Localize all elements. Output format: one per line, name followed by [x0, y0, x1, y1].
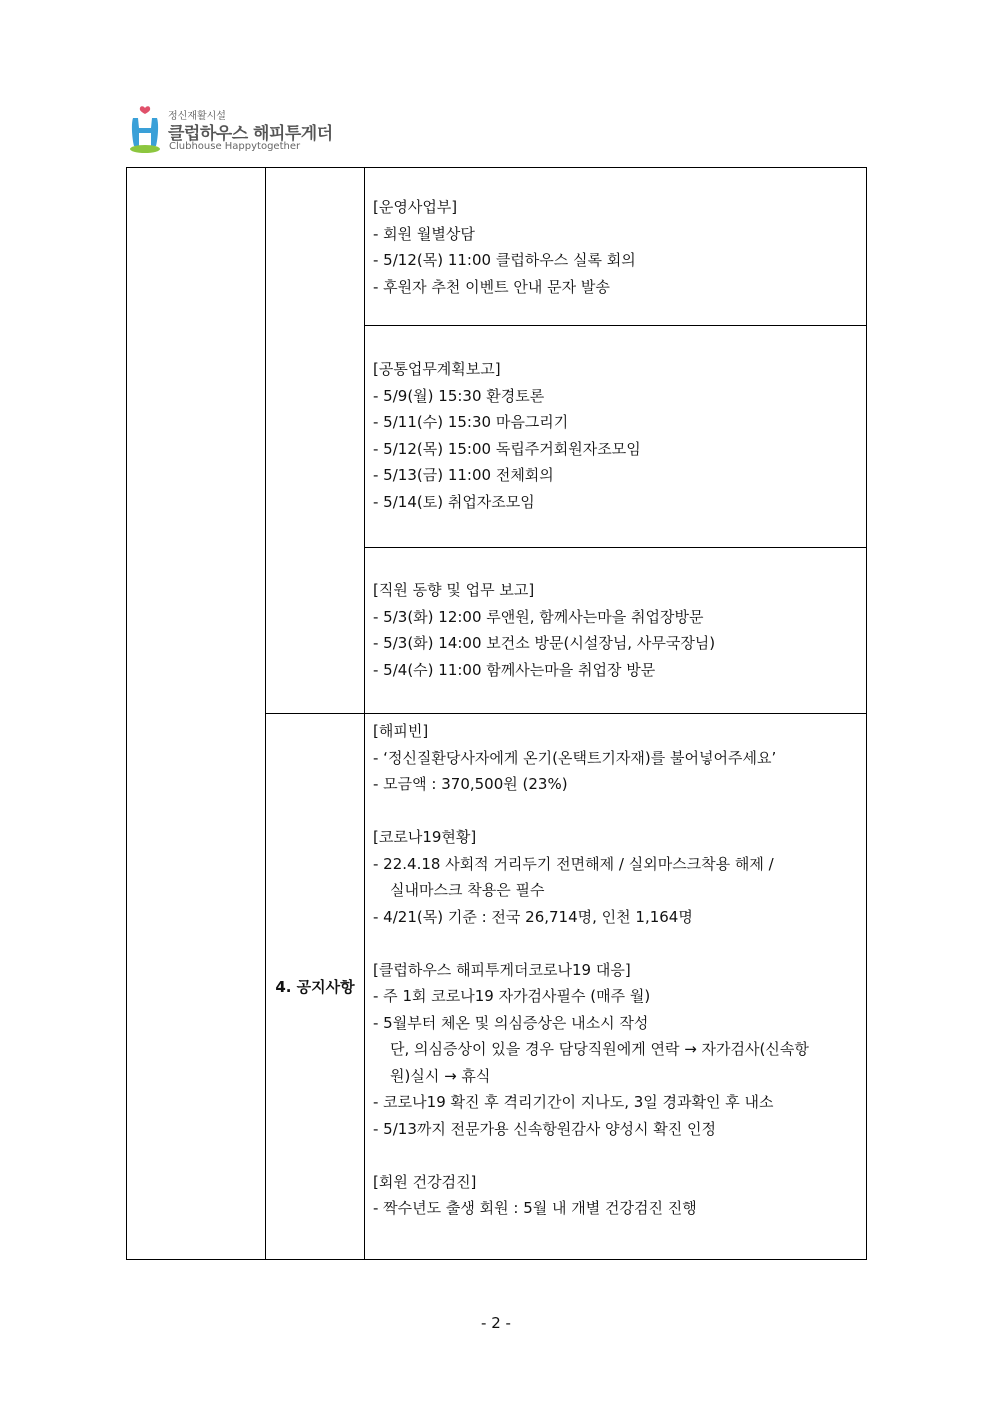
page-number: - 2 - [481, 1314, 511, 1332]
list-item: - 5/4(수) 11:00 함께사는마을 취업장 방문 [373, 660, 656, 679]
category-cell-empty [127, 168, 266, 1260]
subcategory-cell-empty [266, 168, 365, 714]
list-item: - 후원자 추천 이벤트 안내 문자 발송 [373, 277, 610, 296]
list-item: - 5/13까지 전문가용 신속항원감사 양성시 확진 인정 [373, 1119, 717, 1138]
list-item: - 주 1회 코로나19 자가검사필수 (매주 월) [373, 987, 651, 1005]
list-item: - 5/11(수) 15:30 마음그리기 [373, 413, 569, 431]
block-title: [공통업무계획보고] [373, 360, 501, 378]
list-item: - 5/3(화) 14:00 보건소 방문(시설장님, 사무국장님) [373, 634, 716, 652]
list-item-continued: 단, 의심증상이 있을 경우 담당직원에게 연락 → 자가검사(신속항 [390, 1040, 809, 1058]
logo-english: Clubhouse Happytogether [169, 141, 301, 152]
list-item: - 코로나19 확진 후 격리기간이 지나도, 3일 경과확인 후 내소 [373, 1093, 774, 1111]
operations-block [365, 168, 867, 326]
notice-label-cell [266, 714, 365, 1260]
list-item: - 5/14(토) 취업자조모임 [373, 492, 535, 511]
list-item-continued: 원)실시 → 휴식 [390, 1066, 491, 1085]
list-item: - 4/21(목) 기준 : 전국 26,714명, 인천 1,164명 [373, 907, 693, 926]
list-item: - 5월부터 체온 및 의심증상은 내소시 작성 [373, 1013, 649, 1032]
logo-subtitle: 정신재활시설 [168, 111, 226, 122]
list-item: - 모금액 : 370,500원 (23%) [373, 775, 568, 793]
section-title: 4. 공지사항 [275, 978, 355, 996]
list-item: - 5/12(목) 11:00 클럽하우스 실록 회의 [373, 251, 636, 269]
list-item-continued: 실내마스크 착용은 필수 [390, 881, 545, 899]
list-item: - 5/12(목) 15:00 독립주거회원자조모임 [373, 439, 641, 458]
block-title: [해피빈] [373, 722, 429, 740]
block-title: [클럽하우스 해피투게더코로나19 대응] [373, 960, 631, 979]
staff-report-block [365, 548, 867, 714]
common-plan-block [365, 326, 867, 548]
list-item: - 5/13(금) 11:00 전체회의 [373, 466, 554, 484]
list-item: - ‘정신질환당사자에게 온기(온택트기자재)를 불어넣어주세요’ [373, 748, 777, 767]
list-item: - 5/9(월) 15:30 환경토론 [373, 386, 545, 405]
block-title: [운영사업부] [373, 198, 458, 216]
clubhouse-logo [128, 104, 348, 156]
list-item: - 22.4.18 사회적 거리두기 전면해제 / 실외마스크착용 해제 / [373, 854, 774, 873]
logo-title: 클럽하우스 해피투게더 [168, 124, 333, 144]
block-title: [코로나19현황] [373, 828, 477, 846]
block-title: [직원 동향 및 업무 보고] [373, 581, 535, 599]
report-table [126, 167, 867, 1260]
clubhouse-h-logo-icon [128, 104, 164, 154]
list-item: - 짝수년도 출생 회원 : 5월 내 개별 건강검진 진행 [373, 1199, 697, 1217]
block-title: [회원 건강검진] [373, 1172, 477, 1191]
list-item: - 5/3(화) 12:00 루앤원, 함께사는마을 취업장방문 [373, 607, 704, 626]
list-item: - 회원 월별상담 [373, 224, 475, 243]
notice-content-cell [365, 714, 867, 1260]
